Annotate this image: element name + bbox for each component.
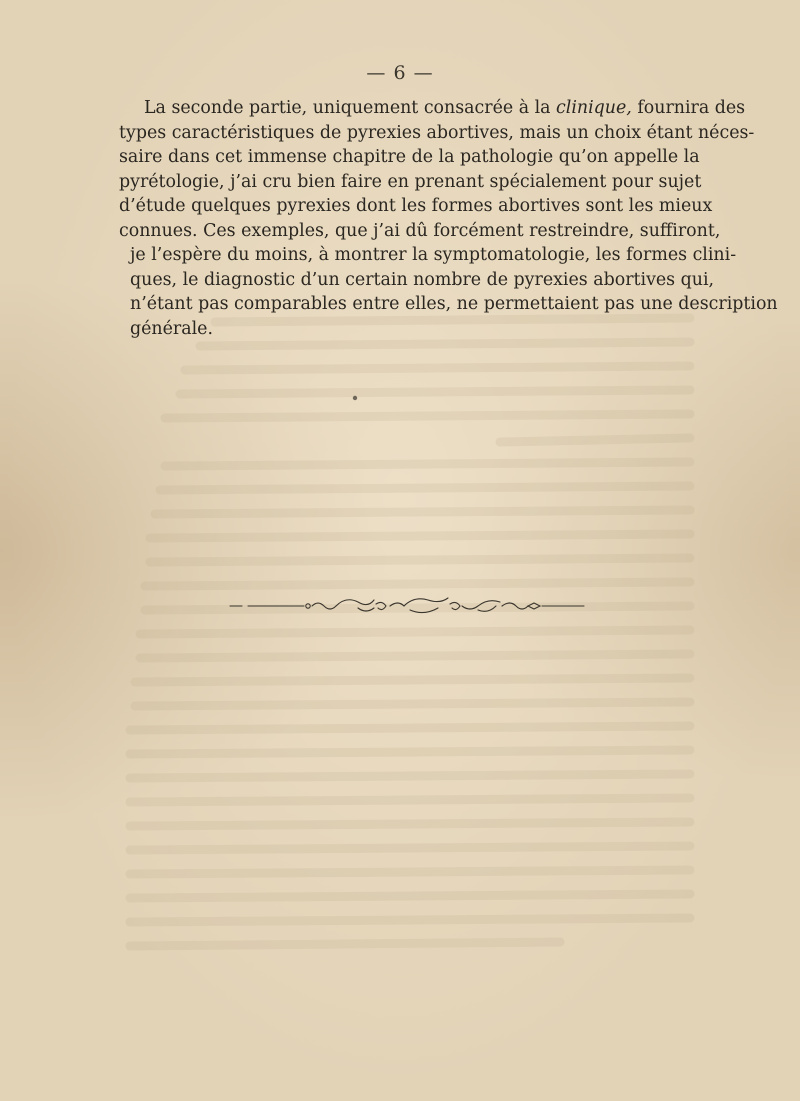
text-line: générale. <box>130 318 213 339</box>
text-line: La seconde partie, uniquement consacrée à la clinique, fournira des <box>144 98 746 118</box>
text-line: ques, le diagnostic d’un certain nombre de pyrexies abortives qui, <box>130 269 715 290</box>
page-number: — 6 — <box>366 62 434 84</box>
text-line: n’étant pas comparables entre elles, ne permettaient pas une description <box>130 294 778 314</box>
emphasis-word: clinique, <box>556 98 632 118</box>
text-line: saire dans cet immense chapitre de la pathologie qu’on appelle la <box>119 147 700 167</box>
text-line: types caractéristiques de pyrexies abortives, mais un choix étant néces- <box>119 122 755 143</box>
ornamental-divider <box>226 592 588 620</box>
text-line: d’étude quelques pyrexies dont les formes abortives sont les mieux <box>119 196 713 216</box>
text-line: connues. Ces exemples, que j’ai dû forcément restreindre, suffiront, <box>119 220 721 241</box>
paragraph <box>119 96 778 341</box>
text-line: pyrétologie, j’ai cru bien faire en prenant spécialement pour sujet <box>119 171 702 192</box>
text-line: je l’espère du moins, à montrer la symptomatologie, les formes clini- <box>130 245 737 265</box>
